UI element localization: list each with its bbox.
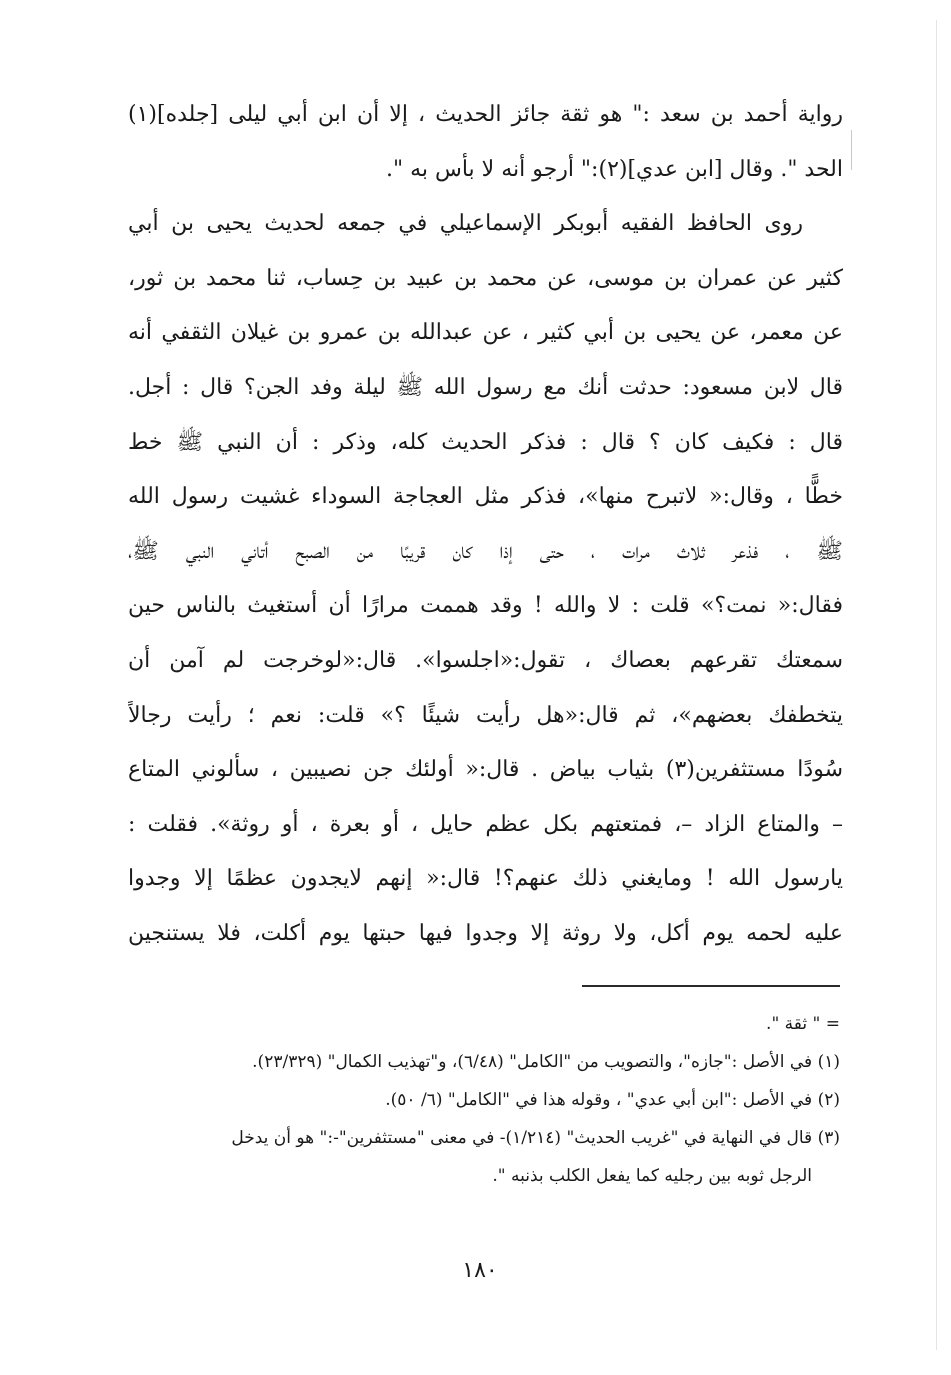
text-line: فقال:« نمت؟» قلت : لا والله ! وقد هممت مرارًا أن أستغيث بالناس حين	[128, 593, 843, 619]
text-line: الحد ". وقال [ابن عدي](٢):" أرجو أنه لا بأس به ".	[385, 156, 843, 182]
scan-artifact	[851, 130, 852, 170]
footnote-separator	[582, 985, 840, 987]
footnote-continuation: = " ثقة ".	[766, 1014, 840, 1034]
footnote-3: (٣) قال في النهاية في "غريب الحديث" (١/٢١٤)- في معنى "مستثفرين"-:" هو أن يدخل	[231, 1128, 840, 1148]
text-line: روى الحافظ الفقيه أبوبكر الإسماعيلي في جمعه لحديث يحيى بن أبي	[128, 211, 803, 237]
scan-edge	[936, 20, 937, 1350]
text-line: عليه لحمه يوم أكل، ولا روثة إلا وجدوا فيها حبتها يوم أكلت، فلا يستنجين	[128, 920, 843, 946]
text-line: خطًّا ، وقال:« لاتبرح منها»، فذكر مثل العجاجة السوداء غشيت رسول الله	[128, 484, 843, 510]
main-text	[128, 88, 843, 962]
text-line: قال : فكيف كان ؟ قال : فذكر الحديث كله، وذكر : أن النبي ﷺ خط	[128, 429, 843, 455]
text-line: عن معمر، عن يحيى بن أبي كثير ، عن عبدالله بن عمرو بن غيلان الثقفي أنه	[128, 320, 843, 346]
text-line: يتخطفك بعضهم»، ثم قال:«هل رأيت شيئًا ؟» قلت: نعم ؛ رأيت رجالاً	[128, 702, 843, 728]
text-line: سُودًا مستثفرين(٣) بثياب بياض . قال:« أولئك جن نصيبين ، سألوني المتاع	[128, 757, 843, 783]
footnote-3-continuation: الرجل ثوبه بين رجليه كما يفعل الكلب بذنبه ".	[492, 1166, 812, 1186]
text-line: يارسول الله ! ومايغني ذلك عنهم؟! قال:« إنهم لايجدون عظمًا إلا وجدوا	[128, 866, 843, 892]
footnotes	[128, 1005, 840, 1195]
footnote-1: (١) في الأصل :"جازه"، والتصويب من "الكامل" (٦/٤٨)، و"تهذيب الكمال" (٢٣/٣٢٩).	[252, 1052, 840, 1072]
text-line: – والمتاع الزاد –، فمتعتهم بكل عظم حايل ، أو بعرة ، أو روثة». فقلت :	[128, 811, 843, 837]
text-line: رواية أحمد بن سعد :" هو ثقة جائز الحديث ، إلا أن ابن أبي ليلى [جلده](١)	[128, 102, 843, 127]
text-line: قال لابن مسعود: حدثت أنك مع رسول الله ﷺ ليلة وفد الجن؟ قال : أجل.	[128, 374, 843, 400]
text-line: سمعتك تقرعهم بعصاك ، تقول:«اجلسوا». قال:«لوخرجت لم آمن أن	[128, 647, 843, 673]
text-line: ﷺ ، فذعر ثلاث مرات ، حتى إذا كان قريبًا من الصبح أتاني النبي ﷺ،	[128, 538, 843, 564]
footnote-2: (٢) في الأصل :"ابن أبي عدي" ، وقوله هذا في "الكامل" (٦/ ٥٠).	[385, 1090, 840, 1110]
text-line: كثير عن عمران بن موسى، عن محمد بن عبيد بن حِساب، ثنا محمد بن ثور،	[128, 265, 843, 291]
page-number: ١٨٠	[462, 1258, 498, 1283]
